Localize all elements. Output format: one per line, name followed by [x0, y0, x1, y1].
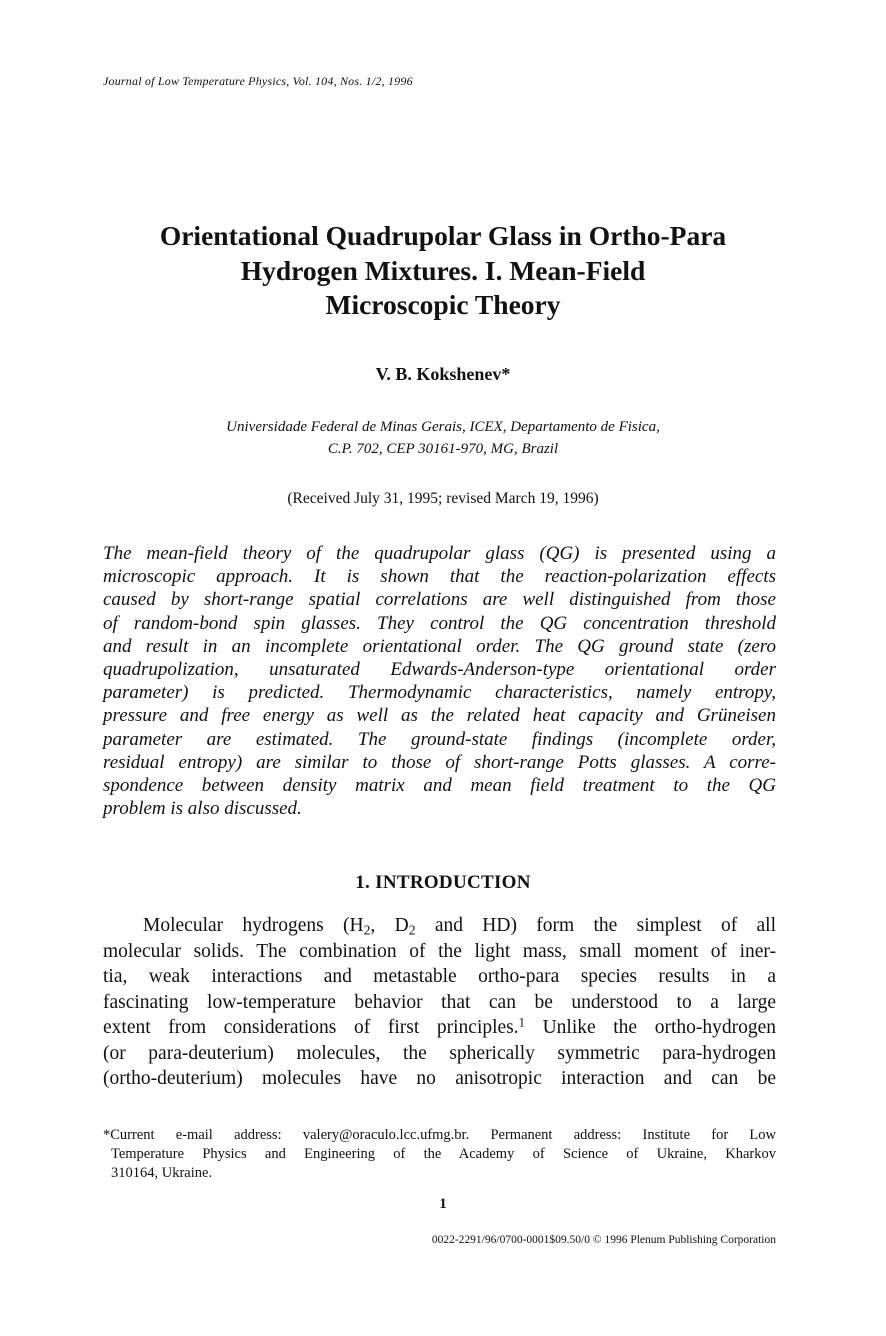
abstract-line: caused by short-range spatial correlations are well distinguished from those — [103, 589, 776, 611]
affiliation — [110, 416, 776, 460]
body-line: fascinating low-temperature behavior that can be understood to a large — [103, 991, 776, 1013]
page-number: 1 — [439, 1196, 447, 1212]
body-line — [103, 1015, 776, 1041]
abstract-line: microscopic approach. It is shown that the reaction-polarization effects — [103, 566, 776, 588]
body-line: molecular solids. The combination of the light mass, small moment of iner- — [103, 940, 776, 962]
title-line: Orientational Quadrupolar Glass in Ortho-Para — [159, 220, 727, 251]
intro-paragraph — [103, 913, 776, 1092]
abstract-line: The mean-field theory of the quadrupolar glass (QG) is presented using a — [103, 543, 776, 564]
reference-marker: 1 — [518, 1015, 525, 1030]
body-text-run: Unlike the ortho-hydrogen — [524, 1017, 776, 1038]
body-text-run: Molecular hydrogens (H — [143, 915, 364, 936]
footnote-line: *Current e-mail address: valery@oraculo.lcc.ufmg.br. Permanent address: Institute for Low — [103, 1127, 776, 1143]
body-text-run: and HD) form the simplest of all — [415, 915, 776, 936]
affiliation-line: Universidade Federal de Minas Gerais, ICEX, Departamento de Fisica, — [226, 419, 660, 435]
abstract — [103, 542, 776, 820]
subscript: 2 — [363, 922, 371, 938]
footnote-line: Temperature Physics and Engineering of the Academy of Science of Ukraine, Kharkov — [111, 1146, 776, 1162]
author-name: V. B. Kokshenev* — [375, 364, 511, 384]
title-line: Hydrogen Mixtures. I. Mean-Field — [240, 254, 646, 286]
abstract-line: parameter are estimated. The ground-state findings (incomplete order, — [103, 728, 776, 750]
abstract-line: of random-bond spin glasses. They control the QG concentration threshold — [103, 612, 776, 634]
abstract-line: parameter) is predicted. Thermodynamic characteristics, namely entropy, — [103, 682, 776, 704]
journal-header: Journal of Low Temperature Physics, Vol. 104, Nos. 1/2, 1996 — [103, 74, 413, 88]
body-line: tia, weak interactions and metastable ortho-para species results in a — [103, 966, 776, 987]
received-dates: (Received July 31, 1995; revised March 19, 1996) — [287, 490, 599, 507]
paper-title — [110, 219, 776, 323]
abstract-line: and result in an incomplete orientational order. The QG ground state (zero — [103, 635, 776, 657]
body-text-run: , D — [370, 915, 409, 936]
body-line: (ortho-deuterium) molecules have no anisotropic interaction and can be — [103, 1068, 776, 1089]
copyright-line: 0022-2291/96/0700-0001$09.50/0 © 1996 Plenum Publishing Corporation — [431, 1234, 776, 1246]
body-line — [103, 913, 776, 939]
abstract-line: residual entropy) are similar to those of short-range Potts glasses. A corre- — [103, 751, 776, 773]
body-line: (or para-deuterium) molecules, the spherically symmetric para-hydrogen — [103, 1042, 776, 1064]
abstract-line: spondence between density matrix and mean field treatment to the QG — [103, 775, 776, 797]
abstract-line: quadrupolization, unsaturated Edwards-Anderson-type orientational order — [103, 659, 776, 681]
affiliation-line: C.P. 702, CEP 30161-970, MG, Brazil — [327, 441, 559, 457]
section-heading: 1. INTRODUCTION — [355, 872, 531, 893]
title-line: Microscopic Theory — [325, 289, 561, 320]
body-text-run: extent from considerations of first principles. — [103, 1017, 519, 1038]
subscript: 2 — [408, 922, 416, 938]
footnote-line: 310164, Ukraine. — [111, 1165, 213, 1181]
abstract-line: problem is also discussed. — [103, 798, 302, 820]
footnote — [103, 1126, 776, 1183]
abstract-line: pressure and free energy as well as the related heat capacity and Grüneisen — [103, 705, 776, 727]
